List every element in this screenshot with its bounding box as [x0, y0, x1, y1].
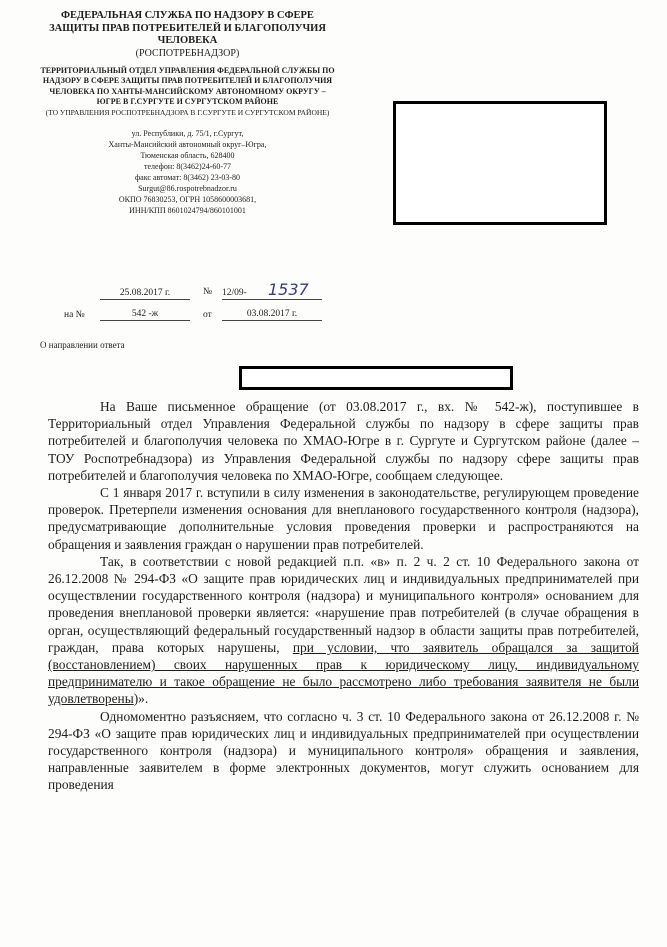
agency-name: ФЕДЕРАЛЬНАЯ СЛУЖБА ПО НАДЗОРУ В СФЕРЕ ЗАЩИТЫ ПРАВ ПОТРЕБИТЕЛЕЙ И БЛАГОПОЛУЧИЯ ЧЕЛОВЕКА [49, 10, 326, 46]
department-name: ТЕРРИТОРИАЛЬНЫЙ ОТДЕЛ УПРАВЛЕНИЯ ФЕДЕРАЛЬНОЙ СЛУЖБЫ ПО НАДЗОРУ В СФЕРЕ ЗАЩИТЫ ПРАВ ПОТРЕБИТЕЛЕЙ И БЛАГОПОЛУЧИЯ ЧЕЛОВЕКА ПО ХАНТЫ-МАНСИЙСКОМУ АВТОНОМНОМУ ОКРУГУ – ЮГРЕ В Г.СУРГУТЕ И СУРГУТСКОМ РАЙОНЕ [40, 65, 335, 106]
address-line: ул. Республики, д. 75/1, г.Сургут, [131, 128, 244, 138]
paragraph-3-text: Так, в соответствии с новой редакцией п.п. «в» п. 2 ч. 2 ст. 10 Федерального закона от 26.12.2008 № 294-ФЗ «О защите прав юридических лиц и индивидуальных предпринимателей при осуществлении государственного контроля (надзора) и муниципального контроля» основанием для проведения внеплановой проверки является: «нарушение прав потребителей (в случае обращения в орган, осуществляющий федеральный государственный надзор в области защиты прав потребителей, граждан, права которых нарушены, [48, 553, 639, 655]
agency-abbreviation: (РОСПОТРЕБНАДЗОР) [135, 47, 240, 59]
address-line: Тюменская область, 628400 [140, 150, 235, 160]
addressee-redaction-box [239, 366, 513, 390]
phone-line: телефон: 8(3462)24-60-77 [143, 161, 232, 171]
department-short-name: (ТО УПРАВЛЕНИЯ РОСПОТРЕБНАДЗОРА В Г.СУРГУТЕ И СУРГУТСКОМ РАЙОНЕ) [45, 107, 330, 117]
underlined-condition: при условии, что заявитель обращался за защитой (восстановлением) своих нарушенных прав к юридическому лицу, индивидуальному предпринимателю и такое обращение не было рассмотрено либо требования заявителя не были удовлетворены [48, 639, 639, 707]
paragraph-1: На Ваше письменное обращение (от 03.08.2017 г., вх. № 542-ж), поступившее в Территориальный отдел Управления Федеральной службы по надзору в сфере защиты прав потребителей и благополучия человека по ХМАО-Югре в г. Сургуте и Сургутском районе (далее – ТОУ Роспотребнадзора) из Управления Федеральной службы по надзору сфере защиты прав потребителей и благополучия человека по ХМАО-Югре, сообщаем следующее. [48, 399, 639, 483]
fax-line: факс автомат: 8(3462) 23-03-80 [134, 172, 241, 182]
incoming-date-label: от [203, 310, 212, 320]
outgoing-number-label: № [203, 287, 213, 297]
paragraph-4: Одномоментно разъясняем, что согласно ч. 3 ст. 10 Федерального закона от 26.12.2008 г. № 294-ФЗ «О защите прав юридических лиц и индивидуальных предпринимателей при осуществлении государственного контроля (надзора) и муниципального контроля» обращения и заявления, направленные заявителем в форме электронных документов, могут служить основанием для проведения [48, 708, 639, 793]
letter-body [48, 398, 639, 794]
registration-line: ОКПО 76830253, ОГРН 1058600003681, [118, 194, 257, 204]
letter-subject: О направлении ответа [40, 340, 125, 350]
incoming-date: 03.08.2017 г. [222, 308, 322, 321]
outgoing-date: 25.08.2017 г. [100, 287, 190, 300]
outgoing-number-prefix: 12/09- [222, 288, 247, 298]
paragraph-2: С 1 января 2017 г. вступили в силу изменения в законодательстве, регулирующем проведение проверок. Претерпели изменения основания для внепланового государственного контроля (надзора), предусматривающие дополнительные условия проведения проверки и распространяются на обращения и заявления граждан о нарушении прав потребителей. [48, 485, 639, 552]
address-block [40, 128, 335, 216]
address-line: Ханты-Мансийский автономный округ–Югра, [108, 139, 267, 149]
handwritten-number: 1537 [268, 280, 309, 299]
incoming-number: 542 -ж [100, 308, 190, 321]
letterhead [40, 10, 335, 216]
email-line: Surgut@86.rospotrebnadzor.ru [138, 183, 237, 193]
paragraph-3-end: )». [133, 691, 149, 707]
recipient-redaction-box [393, 101, 607, 225]
incoming-number-label: на № [64, 310, 85, 320]
tax-id-line: ИНН/КПП 8601024794/860101001 [129, 205, 246, 215]
paragraph-3 [48, 553, 639, 708]
